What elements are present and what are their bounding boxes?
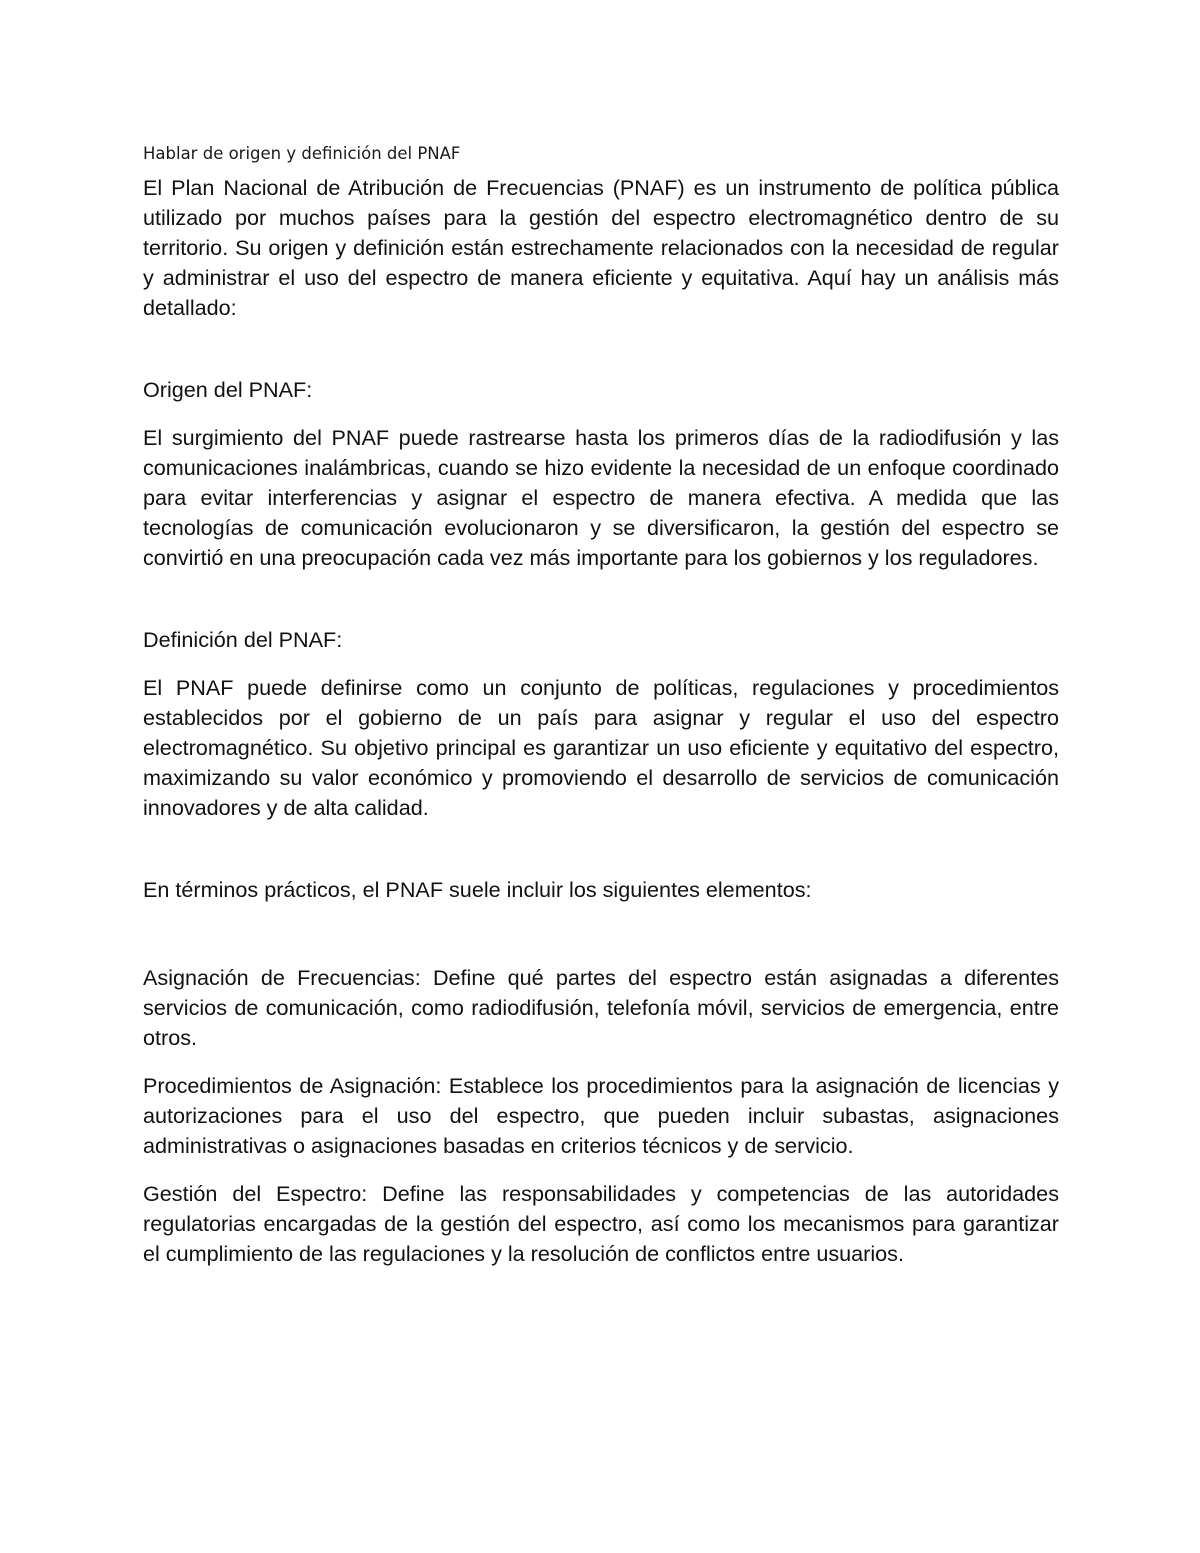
spacer	[143, 573, 1059, 625]
spacer	[143, 1053, 1059, 1071]
practical-intro: En términos prácticos, el PNAF suele incluir los siguientes elementos:	[143, 877, 812, 902]
spacer	[143, 405, 1059, 423]
intro-paragraph: El Plan Nacional de Atribución de Frecuencias (PNAF) es un instrumento de política pública utilizado por muchos países para la gestión del espectro electromagnético dentro de su territorio. Su origen y definición están estrechamente relacionados con la necesidad de regular y administrar el uso del espectro de manera eficiente y equitativa. Aquí hay un análisis más detallado:	[143, 175, 1059, 320]
document-note: Hablar de origen y definición del PNAF	[143, 144, 461, 163]
spacer	[143, 1161, 1059, 1179]
spacer	[143, 655, 1059, 673]
spacer	[143, 323, 1059, 375]
definition-heading: Definición del PNAF:	[143, 627, 343, 652]
element-paragraph: Asignación de Frecuencias: Define qué partes del espectro están asignadas a diferentes servicios de comunicación, como radiodifusión, telefonía móvil, servicios de emergencia, entre otros.	[143, 965, 1059, 1050]
document-body	[143, 143, 1059, 1269]
definition-paragraph: El PNAF puede definirse como un conjunto de políticas, regulaciones y procedimientos establecidos por el gobierno de un país para asignar y regular el uso del espectro electromagnético. Su objetivo principal es garantizar un uso eficiente y equitativo del espectro, maximizando su valor económico y promoviendo el desarrollo de servicios de comunicación innovadores y de alta calidad.	[143, 675, 1059, 820]
spacer	[143, 823, 1059, 875]
element-paragraph: Procedimientos de Asignación: Establece los procedimientos para la asignación de licencias y autorizaciones para el uso del espectro, que pueden incluir subastas, asignaciones administrativas o asignaciones basadas en criterios técnicos y de servicio.	[143, 1073, 1059, 1158]
origin-heading: Origen del PNAF:	[143, 377, 313, 402]
origin-paragraph: El surgimiento del PNAF puede rastrearse hasta los primeros días de la radiodifusión y las comunicaciones inalámbricas, cuando se hizo evidente la necesidad de un enfoque coordinado para evitar interferencias y asignar el espectro de manera efectiva. A medida que las tecnologías de comunicación evolucionaron y se diversificaron, la gestión del espectro se convirtió en una preocupación cada vez más importante para los gobiernos y los reguladores.	[143, 425, 1059, 570]
element-paragraph: Gestión del Espectro: Define las responsabilidades y competencias de las autoridades regulatorias encargadas de la gestión del espectro, así como los mecanismos para garantizar el cumplimiento de las regulaciones y la resolución de conflictos entre usuarios.	[143, 1181, 1059, 1266]
spacer	[143, 905, 1059, 963]
